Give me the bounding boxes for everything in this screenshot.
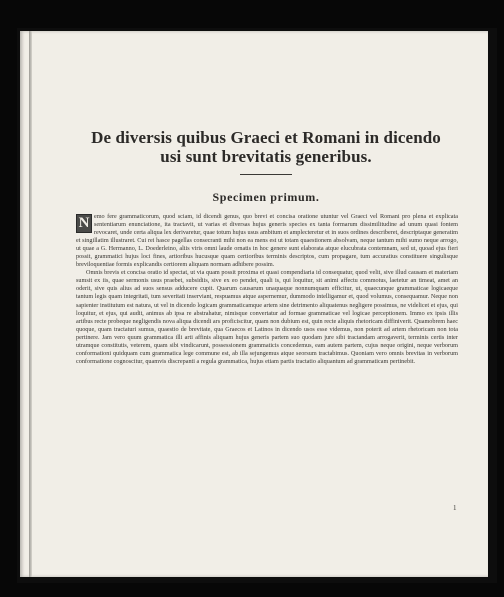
body-text <box>76 213 458 366</box>
paragraph-1 <box>76 213 458 269</box>
page-number: 1 <box>453 504 457 512</box>
drop-cap: N <box>76 214 92 233</box>
title-divider <box>240 174 292 175</box>
document-title <box>32 128 500 166</box>
page-spine-edge <box>29 31 32 577</box>
section-heading: Specimen primum. <box>212 190 320 204</box>
paragraph-1-text: emo fere grammaticorum, quod sciam, id dicendi genus, quo brevi et concisa oratione utuntur vel Graeci vel Romani pro plena et explicata sententiarum enunciatione, ita tractavit, ut varias et diversas hujus generis species ex tanta formarum dissimilitudine ad unum quasi fontem revocaret, unde certa aliqua lex derivaretur, quae totum hujus usus ambitum et amplecteretur et in suos ordines describeret, descriptaque generatim et singillatim illustraret. Cui rei hasce pagellas consecranti mihi non ea mens est ut totam quaestionem absolvam, neque tantum mihi sumo neque arrogo, ut quae a G. Hermanno, L. Doederleino, aliis viris omni laude ornatis in hoc genere sunt elaborata atque elucubrata contemnam, sed ut, quoad ejus fieri possit, grammatici hujus loci fines, artioribus hucusque quam certioribus terminis descriptos, cum propagare, tum accuratius constituere singulisque breviloquentiae formis explicandis certiorem aliquam normam adhibere possim. <box>76 213 458 269</box>
paragraph-2: Omnis brevis et concisa oratio id spectat, ut via quam possit proxima et quasi compendiaria id consequatur, quod velit, sive illud causam et materiam sumsit ex iis, quae sermonis usus praebet, subsidiis, sive ex eo pendet, quali is, qui loquitur, sit animi affectu commotus, laetetur an timeat, amet an oderit, sive quis alius ad suos sensus adducere cupit. Quarum causarum unaquaque nonnumquam efficitur, ut, quaecunque grammaticae logicaeque tantum legis quam integritati, tum severitati inserviant, respuamus atque aspernemur, dummodo intelligamur et, quod volumus, consequamur. Neque non sapienter institutum est natura, ut vel in dicendo logicam grammaticamque artem sine detrimento aliquatenus negligere possimus, ne videlicet et ejus, qui loquitur, et ejus, qui audit, animus ab ipsa re abstrahatur, nimisque convertatur ad formae grammaticae vel logicae perceptionem. Immo ex ipsis illis artibus recte probeque negligendis nova aliqua dicendi ars proficiscitur, quam non dubium est, quin recte aliquis rhetoricam diffiniverit. Quamobrem haec quoque, quam tractaturi sumus, quaestio de brevitate, qua Graecos et Latinos in dicendo usos esse videmus, non poterit ad artem rhetoricam non tota pertinere. Jam vero quum grammatica illi arti affinis aliquam hujus generis partem suo quodam jure sibi tractandam arrogaverit, terminis certis inter utramque constitutis, veterem, quam sibi vindicarunt, possessionem grammaticis concedemus, eam autem partem, cujus neque origini, neque verborum conformationi quidquam cum grammatica lege commune est, ab illa sejungemus atque seorsum tractabimus. Quoniam vero omnis brevitas in verborum conformatione cognoscitur, quamvis discrepanti a regula grammatica, hujus etiam partis tractatio aliquantum ad grammaticam pertinebit. <box>76 269 458 365</box>
title-line-1: De diversis quibus Graeci et Romani in dicendo <box>91 128 441 147</box>
title-line-2: usi sunt brevitatis generibus. <box>160 147 372 166</box>
